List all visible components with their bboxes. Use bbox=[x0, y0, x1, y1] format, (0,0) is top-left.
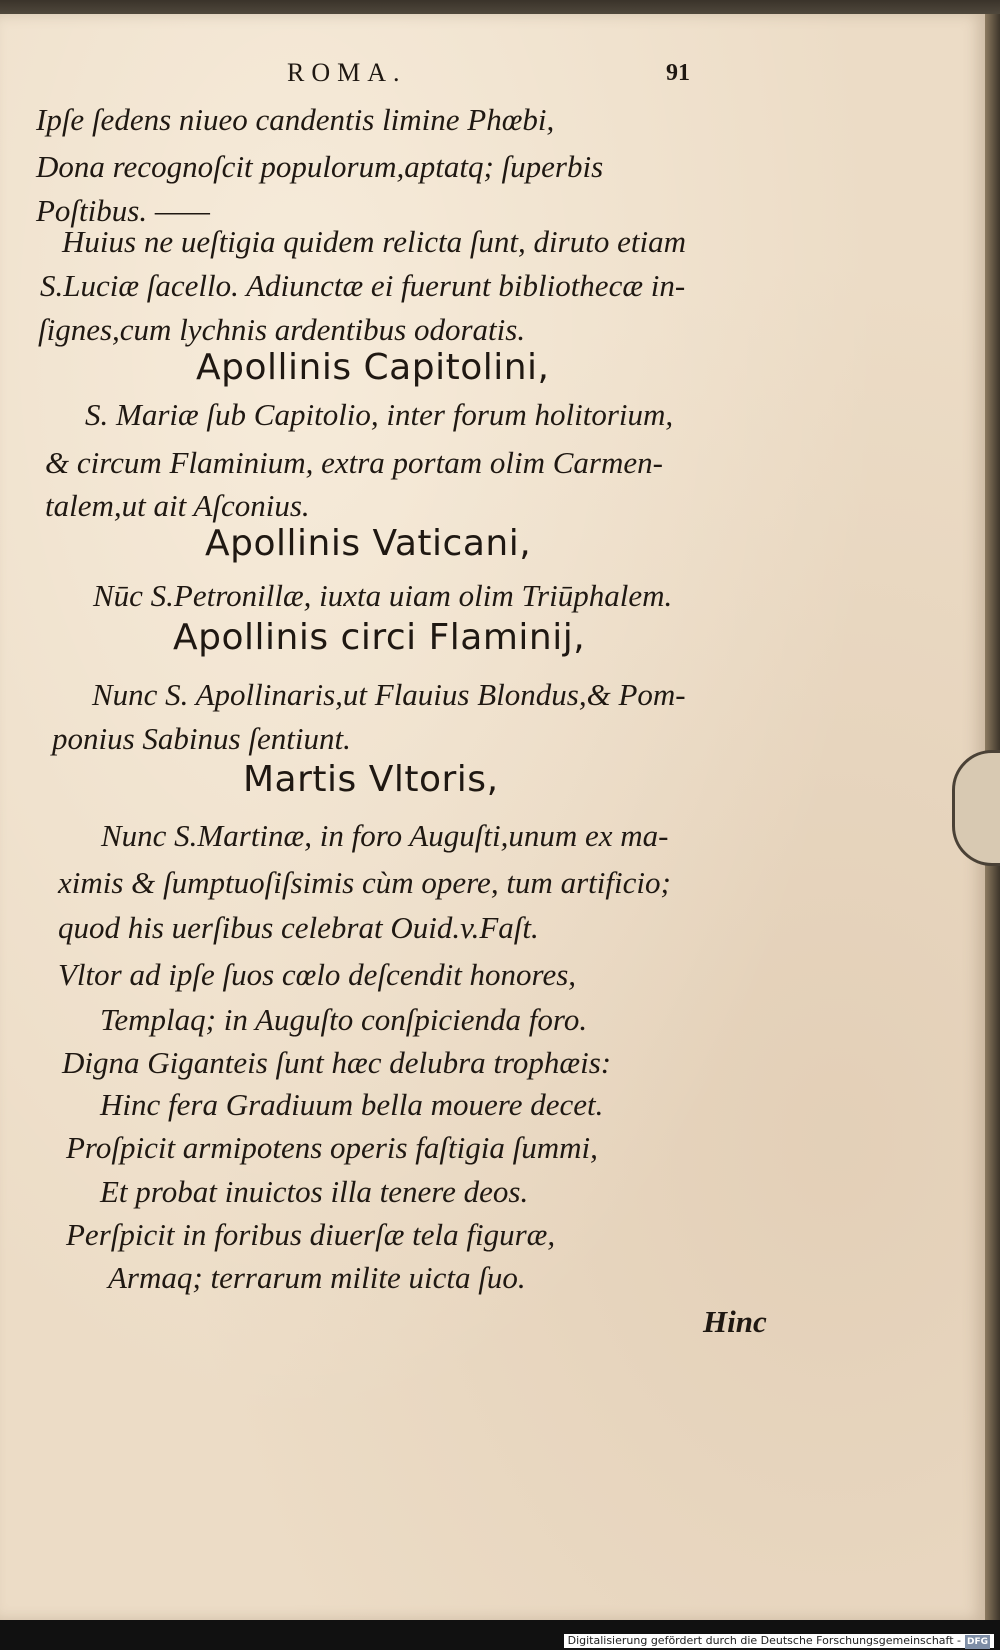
verse-line: Et probat inuictos illa tenere deos. bbox=[100, 1174, 529, 1209]
digitization-credit[interactable] bbox=[564, 1634, 994, 1648]
text-line: ximis & ſumptuoſiſsimis cùm opere, tum artificio; bbox=[58, 865, 671, 900]
credit-text: Digitalisierung gefördert durch die Deutsche Forschungsgemeinschaft - bbox=[567, 1634, 961, 1647]
text-line: Dona recognoſcit populorum,aptatq; ſuperbis bbox=[36, 149, 604, 184]
section-heading: Apollinis Capitolini, bbox=[196, 347, 550, 388]
verse-line: Vltor ad ipſe ſuos cœlo deſcendit honores, bbox=[58, 957, 577, 992]
text-line: talem,ut ait Aſconius. bbox=[45, 488, 310, 523]
text-line: Nunc S. Apollinaris,ut Flauius Blondus,& Pom- bbox=[92, 677, 686, 712]
text-line: S.Luciæ ſacello. Adiunctæ ei fuerunt bibliothecæ in- bbox=[40, 268, 686, 303]
thumb-index-tab bbox=[952, 750, 1000, 866]
running-title: ROMA. bbox=[287, 58, 407, 87]
section-heading: Martis Vltoris, bbox=[243, 759, 499, 800]
dfg-logo: DFG bbox=[966, 1637, 988, 1647]
verse-line: Proſpicit armipotens operis faſtigia ſummi, bbox=[66, 1130, 598, 1165]
text-line: Nunc S.Martinæ, in foro Auguſti,unum ex ma- bbox=[101, 818, 669, 853]
text-line: S. Mariæ ſub Capitolio, inter forum holitorium, bbox=[85, 397, 674, 432]
page-number: 91 bbox=[666, 60, 690, 86]
text-line: ponius Sabinus ſentiunt. bbox=[52, 721, 351, 756]
catchword: Hinc bbox=[703, 1304, 767, 1339]
verse-line: Digna Giganteis ſunt hæc delubra trophæis: bbox=[62, 1045, 612, 1080]
text-line: Nūc S.Petronillæ, iuxta uiam olim Triūphalem. bbox=[93, 578, 673, 613]
text-line: ſignes,cum lychnis ardentibus odoratis. bbox=[38, 312, 526, 347]
text-line: Huius ne ueſtigia quidem relicta ſunt, diruto etiam bbox=[62, 224, 686, 259]
verse-line: Templaq; in Auguſto conſpicienda foro. bbox=[100, 1002, 588, 1037]
section-heading: Apollinis circi Flaminij, bbox=[173, 617, 586, 658]
verse-line: Perſpicit in foribus diuerſæ tela figuræ, bbox=[66, 1217, 556, 1252]
text-line: & circum Flaminium, extra portam olim Carmen- bbox=[45, 445, 663, 480]
text-line: Ipſe ſedens niueo candentis limine Phœbi, bbox=[36, 102, 555, 137]
text-line: quod his uerſibus celebrat Ouid.v.Faſt. bbox=[58, 910, 539, 945]
text-line: Poſtibus. —— bbox=[36, 193, 210, 228]
verse-line: Armaq; terrarum milite uicta ſuo. bbox=[108, 1260, 526, 1295]
section-heading: Apollinis Vaticani, bbox=[205, 523, 532, 564]
verse-line: Hinc fera Gradiuum bella mouere decet. bbox=[100, 1087, 604, 1122]
